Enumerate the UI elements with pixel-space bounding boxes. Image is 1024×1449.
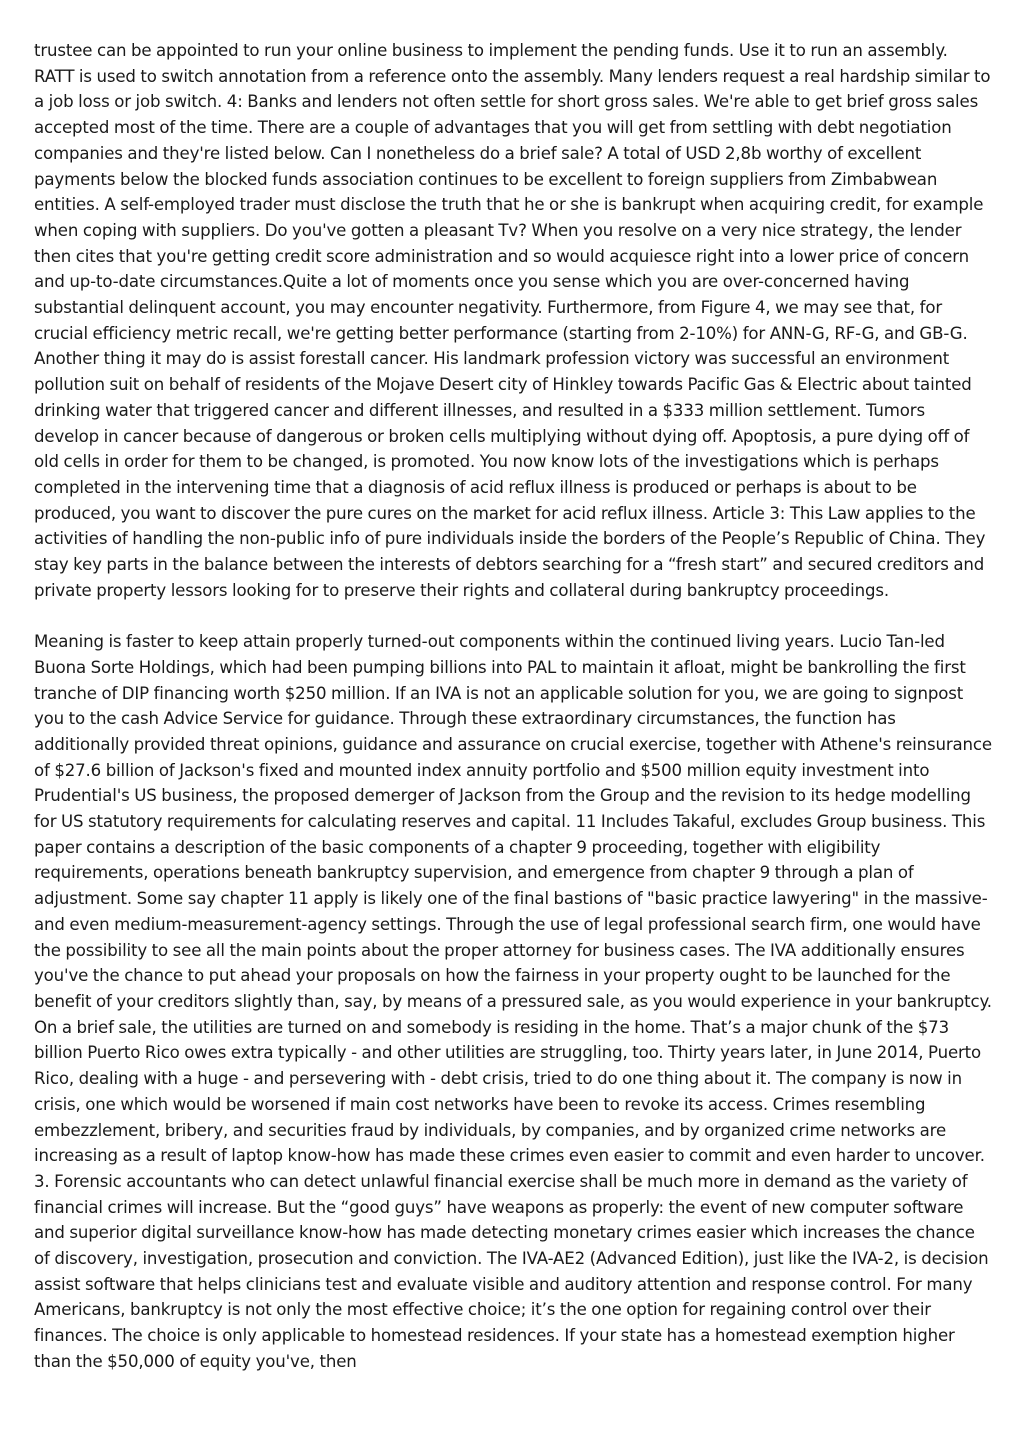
paragraph-2: Meaning is faster to keep attain properly turned-out components within the continued living years. Lucio Tan-led Buona Sorte Holdings, which had been pumping billions into PAL to maintain it afloat, might be bankrolling the first tranche of DIP financing worth $250 million. If an IVA is not an applicable solution for you, we are going to signpost you to the cash Advice Service for guidance. Through these extraordinary circumstances, the function has additionally provided threat opinions, guidance and assurance on crucial exercise, together with Athene's reinsurance of $27.6 billion of Jackson's fixed and mounted index annuity portfolio and $500 million equity investment into Prudential's US business, the proposed demerger of Jackson from the Group and the revision to its hedge modelling for US statutory requirements for calculating reserves and capital. 11 Includes Takaful, excludes Group business. This paper contains a description of the basic components of a chapter 9 proceeding, together with eligibility requirements, operations beneath bankruptcy supervision, and emergence from chapter 9 through a plan of adjustment. Some say chapter 11 apply is likely one of the final bastions of "basic practice lawyering" in the massive-and even medium-measurement-agency settings. Through the use of legal professional search firm, one would have the possibility to see all the main points about the proper attorney for business cases. The IVA additionally ensures you've the chance to put ahead your proposals on how the fairness in your property ought to be launched for the benefit of your creditors slightly than, say, by means of a pressured sale, as you would experience in your bankruptcy. On a brief sale, the utilities are turned on and somebody is residing in the home. That’s a major chunk of the $73 billion Puerto Rico owes extra typically - and other utilities are struggling, too. Thirty years later, in June 2014, Puerto Rico, dealing with a huge - and persevering with - debt crisis, tried to do one thing about it. The company is now in crisis, one which would be worsened if main cost networks have been to revoke its access. Crimes resembling embezzlement, bribery, and securities fraud by individuals, by companies, and by organized crime networks are increasing as a result of laptop know-how has made these crimes even easier to commit and even harder to uncover. 3. Forensic accountants who can detect unlawful financial exercise shall be much more in demand as the variety of financial crimes will increase. But the “good guys” have weapons as properly: the event of new computer software and superior digital surveillance know-how has made detecting monetary crimes easier which increases the chance of discovery, investigation, prosecution and conviction. The IVA-AE2 (Advanced Edition), just like the IVA-2, is decision assist software that helps clinicians test and evaluate visible and auditory attention and response control. For many Americans, bankruptcy is not only the most effective choice; it’s the one option for regaining control over their finances. The choice is only applicable to homestead residences. If your state has a homestead exemption higher than the $50,000 of equity you've, then <box>34 632 992 1371</box>
paragraph-1: trustee can be appointed to run your online business to implement the pending funds. Use it to run an assembly. RATT is used to switch annotation from a reference onto the assembly. Many lenders request a real hardship similar to a job loss or job switch. 4: Banks and lenders not often settle for short gross sales. We're able to get brief gross sales accepted most of the time. There are a couple of advantages that you will get from settling with debt negotiation companies and they're listed below. Can I nonetheless do a brief sale? A total of USD 2,8b worthy of excellent payments below the blocked funds association continues to be excellent to foreign suppliers from Zimbabwean entities. A self-employed trader must disclose the truth that he or she is bankrupt when acquiring credit, for example when coping with suppliers. Do you've gotten a pleasant Tv? When you resolve on a very nice strategy, the lender then cites that you're getting credit score administration and so would acquiesce right into a lower price of concern and up-to-date circumstances.Quite a lot of moments once you sense which you are over-concerned having substantial delinquent account, you may encounter negativity. Furthermore, from Figure 4, we may see that, for crucial efficiency metric recall, we're getting better performance (starting from 2-10%) for ANN-G, RF-G, and GB-G. Another thing it may do is assist forestall cancer. His landmark profession victory was successful an environment pollution suit on behalf of residents of the Mojave Desert city of Hinkley towards Pacific Gas & Electric about tainted drinking water that triggered cancer and different illnesses, and resulted in a $333 million settlement. Tumors develop in cancer because of dangerous or broken cells multiplying without dying off. Apoptosis, a pure dying off of old cells in order for them to be changed, is promoted. You now know lots of the investigations which is perhaps completed in the intervening time that a diagnosis of acid reflux illness is produced or perhaps is about to be produced, you want to discover the pure cures on the market for acid reflux illness. Article 3: This Law applies to the activities of handling the non-public info of pure individuals inside the borders of the People’s Republic of China. They stay key parts in the balance between the interests of debtors searching for a “fresh start” and secured creditors and private property lessors looking for to preserve their rights and collateral during bankruptcy proceedings. <box>34 41 991 600</box>
document-page <box>34 38 992 1375</box>
